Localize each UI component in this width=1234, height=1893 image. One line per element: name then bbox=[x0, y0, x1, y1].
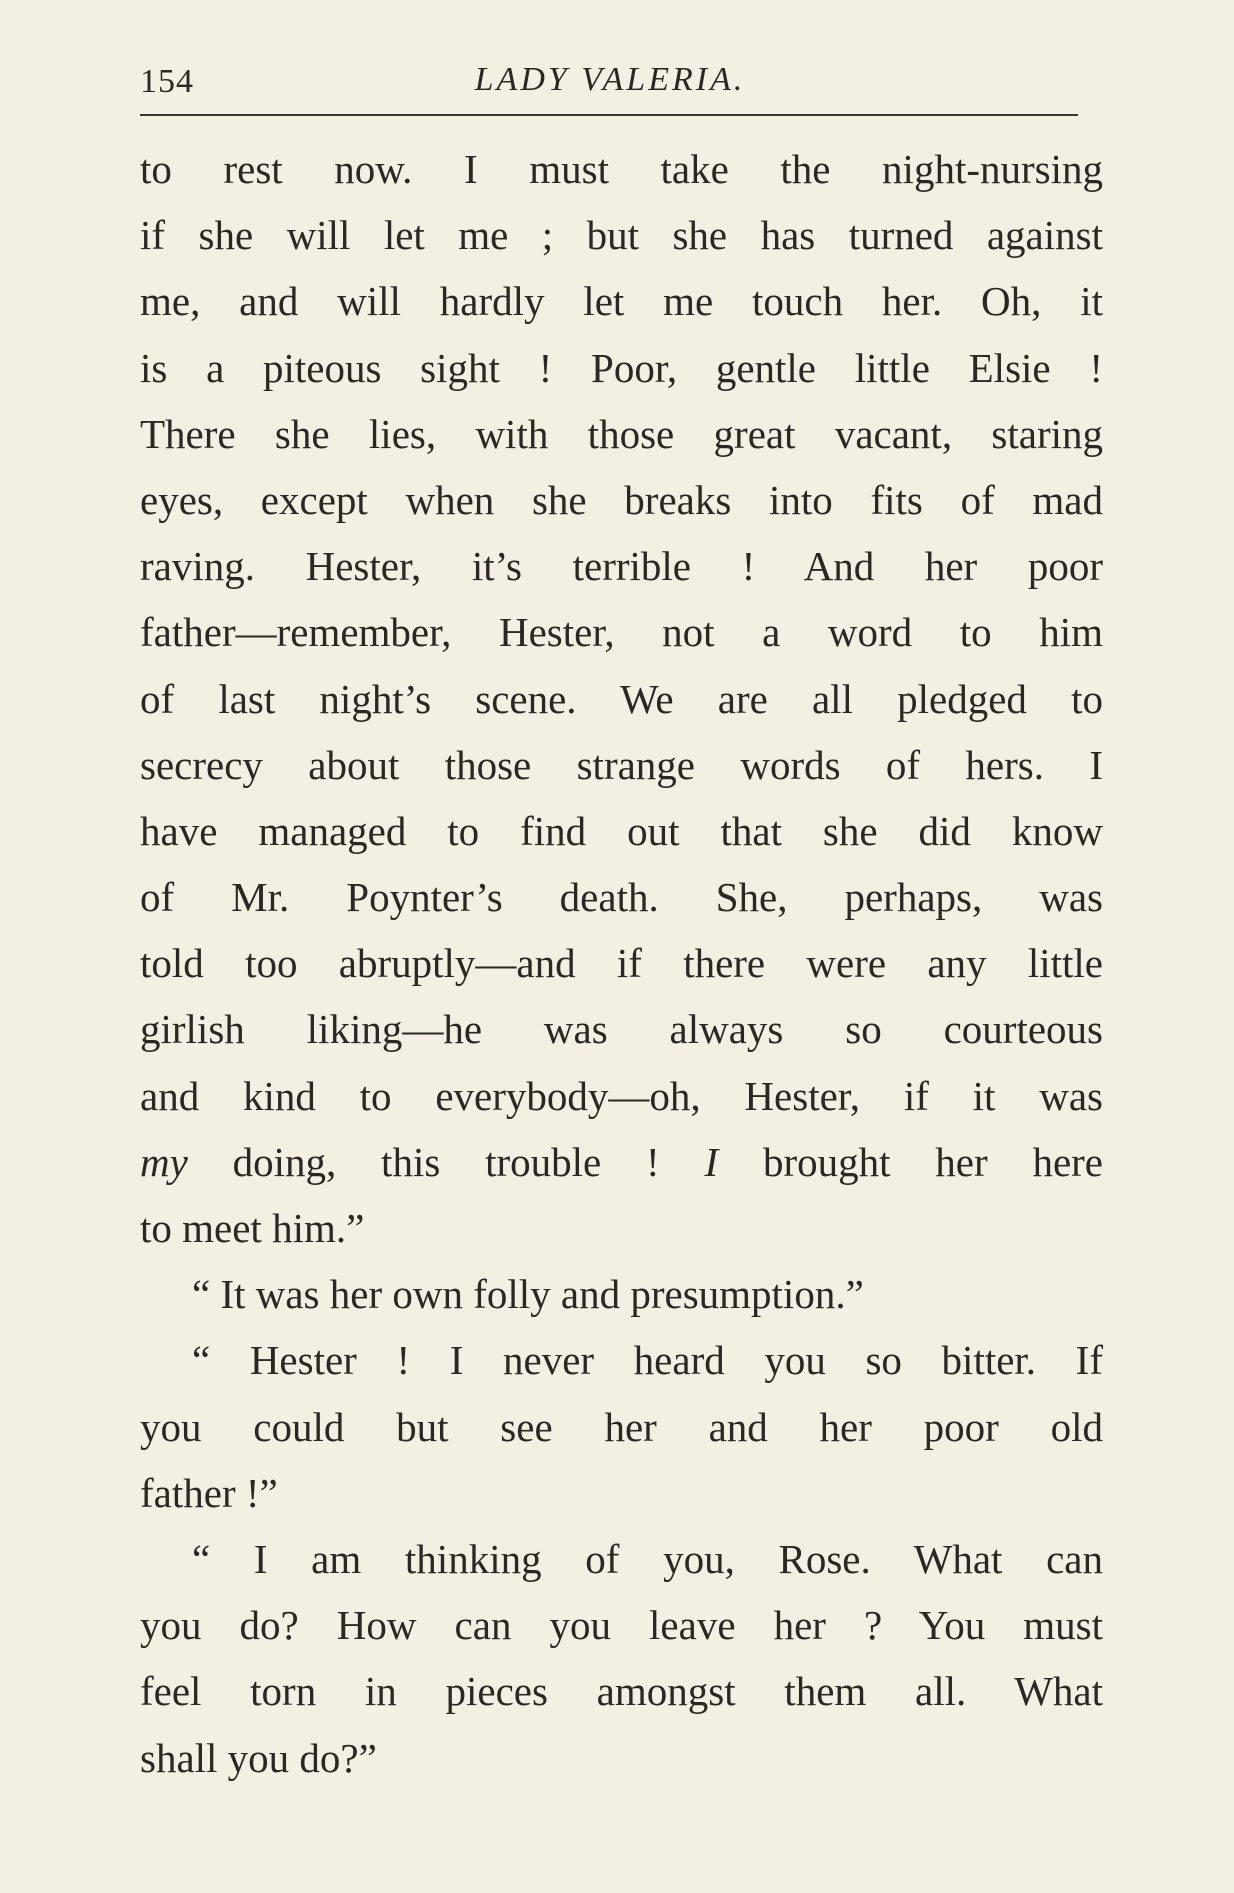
text-line-mixed bbox=[140, 1129, 1103, 1195]
text-line: you could but see her and her poor old bbox=[140, 1403, 1103, 1450]
text-line: secrecy about those strange words of hers. I bbox=[140, 741, 1103, 788]
running-head: LADY VALERIA. bbox=[474, 61, 746, 98]
text-line: shall you do?” bbox=[140, 1734, 377, 1781]
text-line: to meet him.” bbox=[140, 1205, 365, 1251]
text-line: is a piteous sight ! Poor, gentle little Elsie ! bbox=[140, 344, 1103, 391]
text-line: There she lies, with those great vacant, staring bbox=[140, 410, 1103, 457]
italic-word: my bbox=[140, 1138, 188, 1185]
text-line: father !” bbox=[140, 1469, 278, 1516]
text-line: feel torn in pieces amongst them all. What bbox=[140, 1668, 1103, 1715]
body-text bbox=[140, 136, 1103, 1791]
page-number: 154 bbox=[140, 63, 194, 100]
text-line: told too abruptly—and if there were any little bbox=[140, 940, 1103, 987]
text-line: “ It was her own folly and presumption.” bbox=[192, 1271, 864, 1318]
header-rule bbox=[140, 114, 1078, 116]
text-line: of last night’s scene. We are all pledged to bbox=[140, 675, 1103, 722]
text-line: father—remember, Hester, not a word to him bbox=[140, 609, 1103, 656]
text-line: and kind to everybody—oh, Hester, if it was bbox=[140, 1072, 1103, 1119]
text-line: “ Hester ! I never heard you so bitter. If bbox=[192, 1337, 1103, 1384]
text-line: have managed to find out that she did know bbox=[140, 807, 1103, 854]
text-segment: brought her here bbox=[718, 1138, 1103, 1185]
text-line: you do? How can you leave her ? You must bbox=[140, 1602, 1103, 1649]
text-line: if she will let me ; but she has turned against bbox=[140, 212, 1103, 259]
text-line: to rest now. I must take the night-nursing bbox=[140, 146, 1103, 192]
text-line: me, and will hardly let me touch her. Oh, it bbox=[140, 278, 1103, 325]
italic-word: I bbox=[704, 1138, 719, 1185]
page-header bbox=[140, 55, 1080, 115]
text-line: girlish liking—he was always so courteous bbox=[140, 1006, 1103, 1053]
text-line: raving. Hester, it’s terrible ! And her poor bbox=[140, 543, 1103, 590]
text-line: eyes, except when she breaks into fits of mad bbox=[140, 476, 1103, 523]
text-line: “ I am thinking of you, Rose. What can bbox=[192, 1535, 1103, 1582]
text-segment: doing, this trouble ! bbox=[187, 1138, 705, 1185]
text-line: of Mr. Poynter’s death. She, perhaps, was bbox=[140, 874, 1103, 921]
